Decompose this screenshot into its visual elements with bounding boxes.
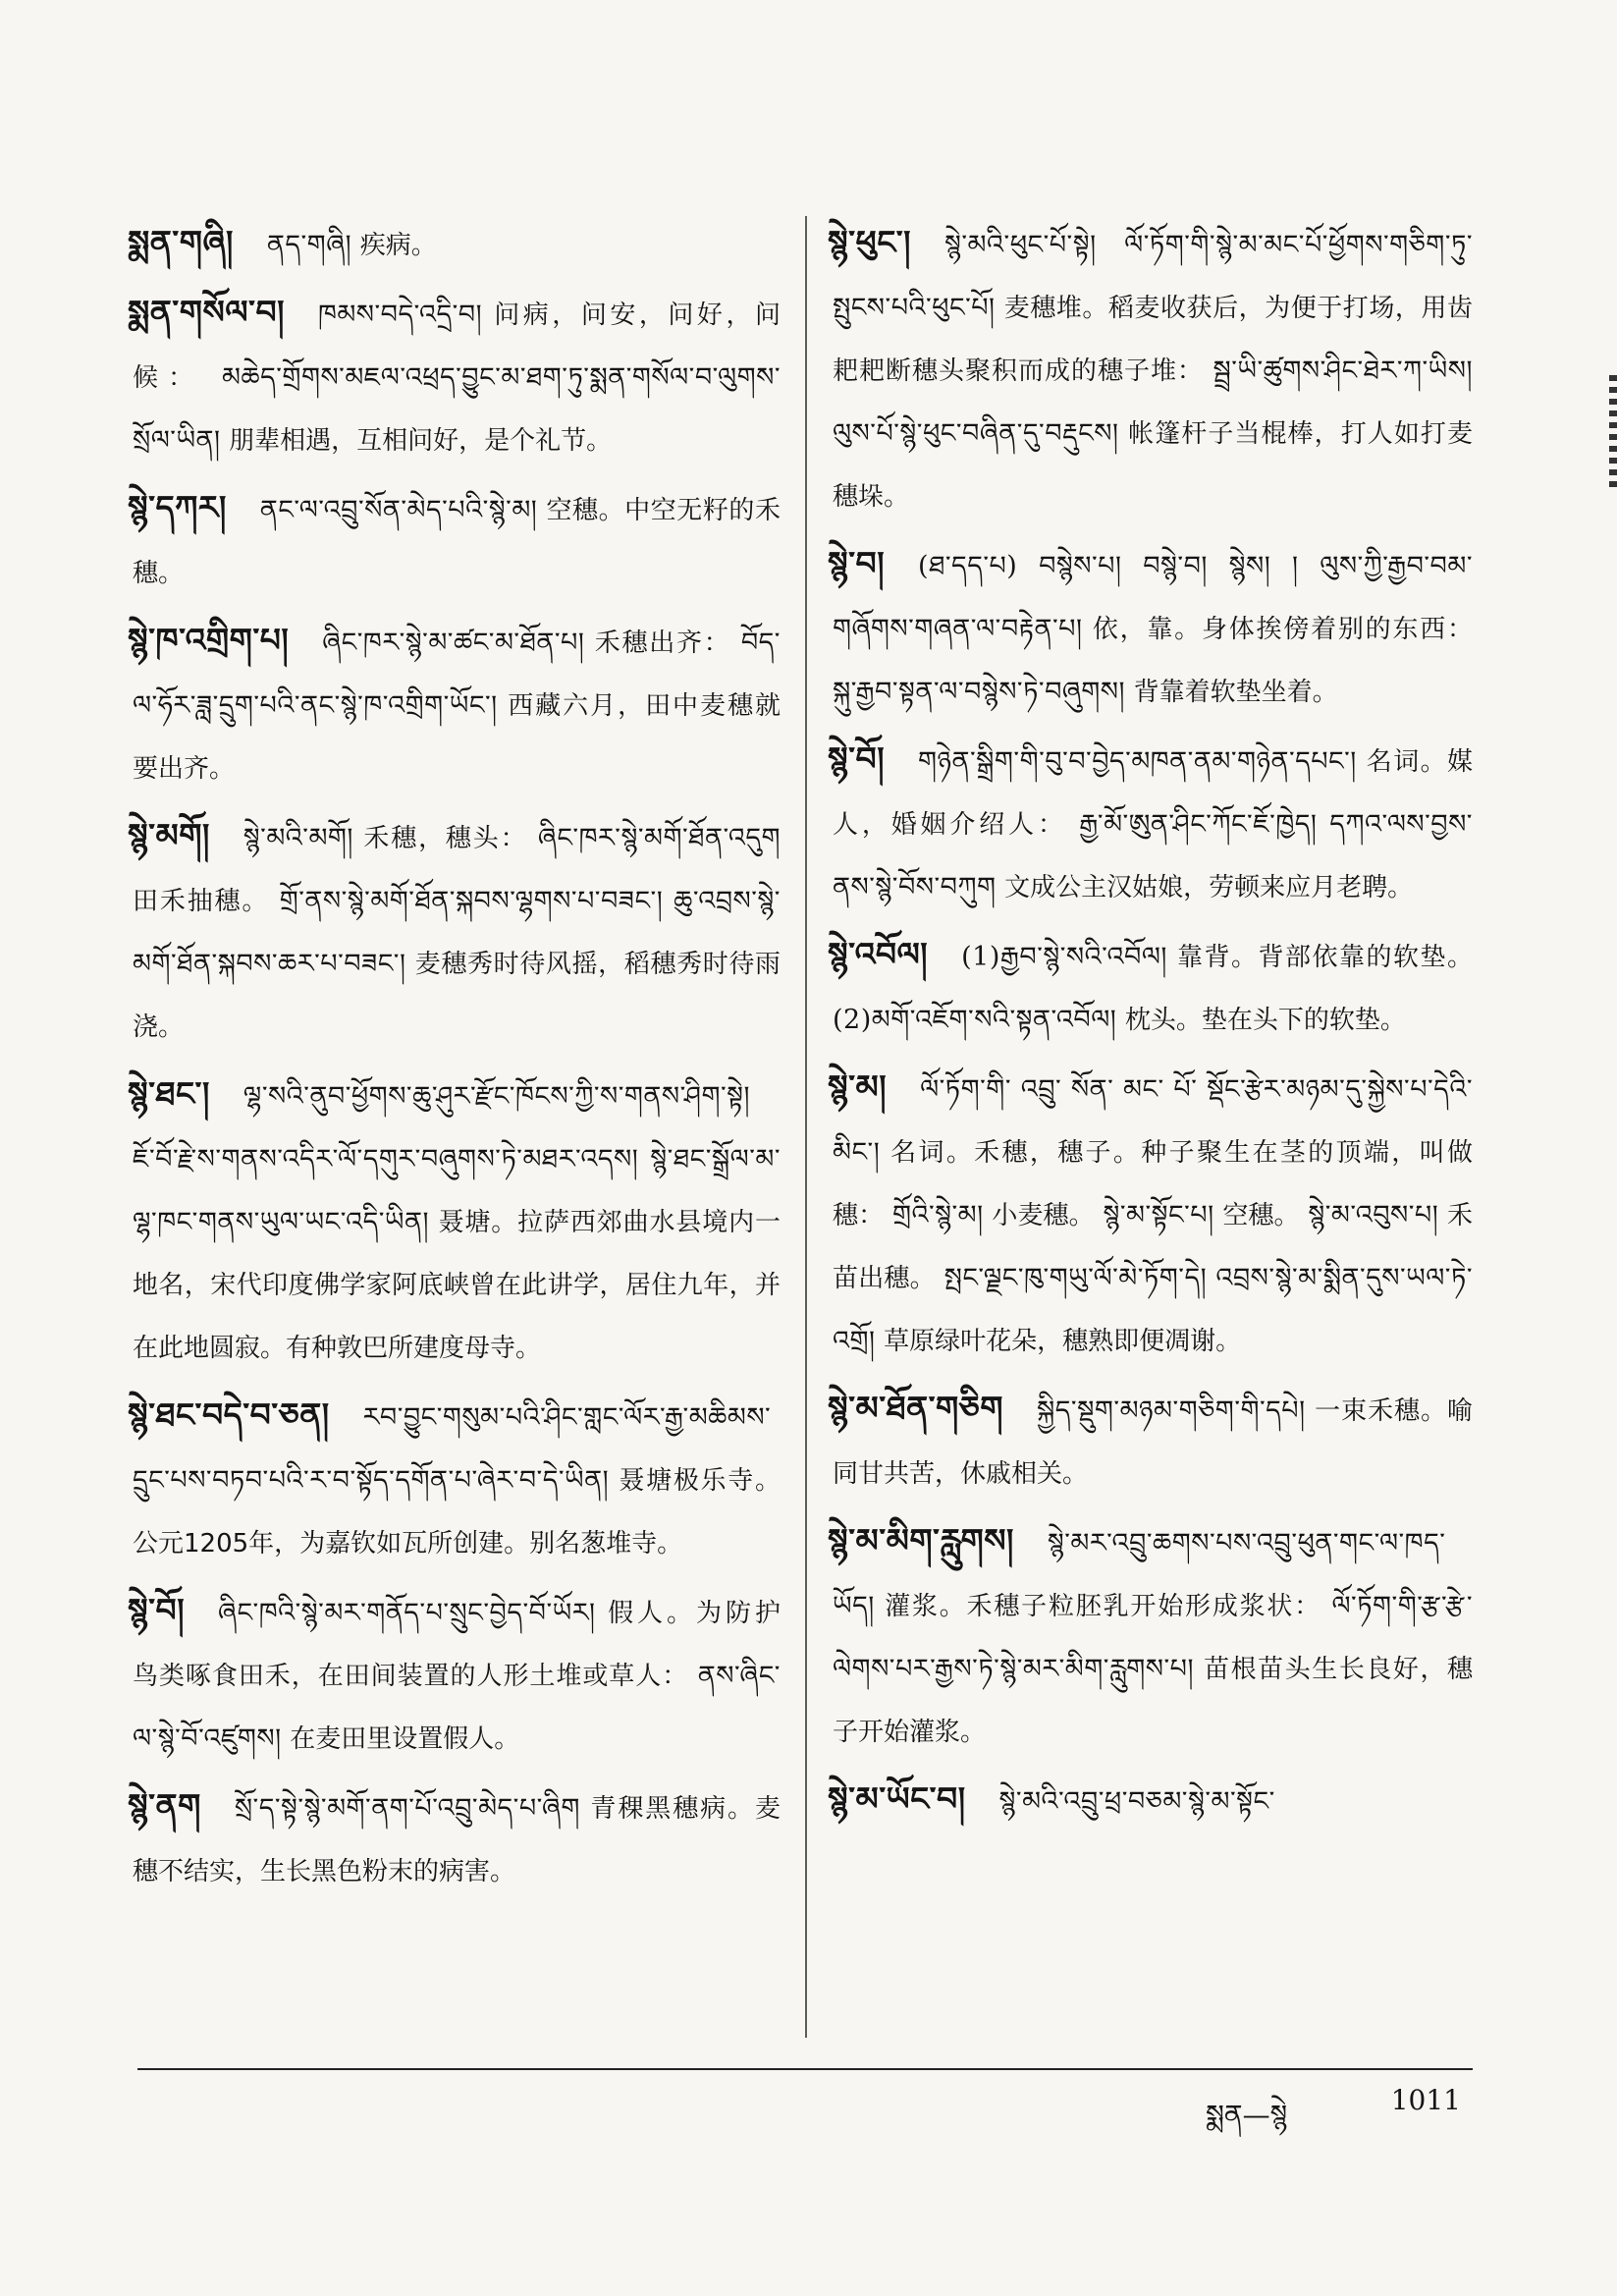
dictionary-entry bbox=[828, 1509, 1473, 1764]
entry-tibetan-definition: གཉེན་སྒྲིག་གི་བུ་བ་བྱེད་མཁན་ནམ་གཉེན་དཔང་། bbox=[918, 746, 1357, 777]
dictionary-entry bbox=[128, 281, 781, 472]
entry-chinese-gloss: 聂塘极乐寺。公元1205年，为嘉钦如瓦所创建。别名葱堆寺。 bbox=[133, 1466, 781, 1558]
entry-chinese-gloss: 在麦田里设置假人。 bbox=[290, 1724, 520, 1754]
entry-headword: སྨན་གཞི། bbox=[128, 223, 234, 261]
entry-tibetan-definition: སྤང་ལྗང་ཁུ་གཡུ་ལོ་མེ་ཏོག་དེ། འབྲས་སྙེ་མ་སྨིན་དུས་ཡལ་ཏེ་འགྲོ། bbox=[833, 1263, 1473, 1356]
dictionary-entry bbox=[128, 476, 781, 605]
dictionary-entry bbox=[128, 1775, 781, 1903]
left-column bbox=[128, 211, 781, 1907]
entry-tibetan-definition: (ཐ་དད་པ) བསྙེས་པ། བསྙེ་བ། སྙེས། ། ལུས་ཀྱི་རྒྱབ་བམ་གཞོགས་གཞན་ལ་བརྟེན་པ། bbox=[833, 551, 1473, 644]
right-column bbox=[828, 211, 1473, 1837]
dictionary-entry bbox=[128, 804, 781, 1059]
entry-tibetan-definition: ལོ་ཏོག་གི་ འབྲུ་ སོན་ མང་ པོ་ སྡོང་རྩེར་མཉམ་དུ་སྐྱེས་པ་དེའི་མིང་། bbox=[833, 1074, 1473, 1168]
dictionary-entry bbox=[828, 211, 1473, 528]
entry-chinese-gloss: 西藏六月，田中麦穗就要出齐。 bbox=[133, 691, 781, 784]
entry-headword: སྙེ་མ་མིག་རླུགས། bbox=[828, 1521, 1014, 1559]
entry-tibetan-definition: (1)རྒྱབ་སྙེ་སའི་འབོལ། bbox=[961, 942, 1167, 972]
entry-chinese-gloss: 靠背。背部依靠的软垫。 bbox=[1176, 943, 1473, 972]
entry-chinese-gloss: 禾穗出齐： bbox=[594, 629, 731, 658]
entry-tibetan-definition: གྲོའི་སྙེ་མ། bbox=[891, 1200, 984, 1230]
entry-headword: སྨན་གསོལ་བ། bbox=[128, 293, 285, 331]
entry-tibetan-definition: ལྷ་སའི་ནུབ་ཕྱོགས་ཆུ་ཤུར་རྫོང་ཁོངས་ཀྱི་ས་གནས་ཤིག་སྟེ། ཇོ་བོ་རྗེ་ས་གནས་འདིར་ལོ་དགུར་བཞུགས་ཏེ་མཐར་འདས། སྙེ་ཐང་སྒྲོལ་མ་ལྷ་ཁང་གནས་ཡུལ་ཡང་འདི་ཡིན། bbox=[133, 1081, 781, 1237]
entry-chinese-gloss: 疾病。 bbox=[359, 231, 437, 260]
entry-tibetan-definition: སྙེ་མ་སྟོང་པ། bbox=[1103, 1200, 1214, 1230]
entry-headword: སྙེ་ཕུང་། bbox=[828, 223, 912, 261]
entry-tibetan-definition: ནས་ཞིང་ལ་སྙེ་བོ་འཛུགས། bbox=[133, 1661, 781, 1754]
entry-tibetan-definition: སྙེ་མའི་འབྲུ་ཕྲ་བཅམ་སྙེ་མ་སྟོང་ bbox=[998, 1786, 1275, 1817]
entry-headword: སྙེ་ཐང་། bbox=[128, 1074, 210, 1113]
entry-chinese-gloss: 背靠着软垫坐着。 bbox=[1133, 678, 1338, 707]
entry-tibetan-definition: ནང་ལ་འབྲུ་སོན་མེད་པའི་སྙེ་མ། bbox=[259, 495, 538, 525]
dictionary-entry bbox=[828, 532, 1473, 724]
entry-tibetan-definition: རྒྱ་མོ་ཨུན་ཤིང་ཀོང་ཇོ་ཁྱེད། དཀའ་ལས་བྱས་ནས་སྙེ་བོས་བཀུག bbox=[833, 809, 1473, 902]
entry-tibetan-definition: ཞིང་ཁར་སྙེ་མགོ་ཐོན་འདུག bbox=[537, 823, 781, 853]
dictionary-entry bbox=[828, 728, 1473, 919]
entry-chinese-gloss: 假人。为防护鸟类啄食田禾，在田间装置的人形土堆或草人： bbox=[133, 1599, 781, 1691]
entry-tibetan-definition: ཁམས་བདེ་འདྲི་བ། bbox=[317, 300, 483, 330]
entry-chinese-gloss: 聂塘。拉萨西郊曲水县境内一地名，宋代印度佛学家阿底峡曾在此讲学，居住九年，并在此地圆寂。有种敦巴所建度母寺。 bbox=[133, 1208, 781, 1363]
entry-tibetan-definition: བོད་ལ་ཧོར་ཟླ་དྲུག་པའི་ནང་སྙེ་ཁ་འགྲིག་ཡོང་། bbox=[133, 628, 781, 721]
entry-chinese-gloss: 空穗。中空无籽的禾穗。 bbox=[133, 496, 781, 588]
entry-chinese-gloss: 空穗。 bbox=[1222, 1201, 1300, 1230]
entry-tibetan-definition: ནད་གཞི། bbox=[266, 230, 352, 260]
entry-tibetan-definition: ཞིང་ཁའི་སྙེ་མར་གནོད་པ་སྲུང་བྱེད་བོ་ཡོར། bbox=[218, 1598, 596, 1628]
entry-tibetan-definition: སྐུ་རྒྱབ་སྟན་ལ་བསྙེས་ཏེ་བཞུགས། bbox=[833, 677, 1126, 707]
entry-chinese-gloss: 禾苗出穗。 bbox=[833, 1201, 1473, 1293]
entry-tibetan-definition: (2)མགོ་འཇོག་སའི་སྟན་འབོལ། bbox=[833, 1005, 1117, 1035]
entry-headword: སྙེ་མ། bbox=[828, 1067, 888, 1106]
entry-chinese-gloss: 草原绿叶花朵，穗熟即便凋谢。 bbox=[884, 1327, 1242, 1356]
entry-chinese-gloss: 名词。媒人，婚姻介绍人： bbox=[833, 747, 1473, 840]
page-footer bbox=[1206, 2084, 1461, 2161]
dictionary-entry bbox=[128, 609, 781, 800]
entry-chinese-gloss: 禾穗，穗头： bbox=[363, 824, 528, 853]
footer-rule bbox=[137, 2068, 1473, 2070]
entry-chinese-gloss: 依，靠。身体挨傍着别的东西： bbox=[1092, 615, 1473, 644]
entry-chinese-gloss: 名词。禾穗，穗子。种子聚生在茎的顶端，叫做穗： bbox=[833, 1138, 1473, 1230]
entry-headword: སྙེ་ཐང་བདེ་བ་ཅན། bbox=[128, 1395, 330, 1434]
entry-headword: སྙེ་བ། bbox=[828, 544, 886, 582]
entry-headword: སྙེ་འབོལ། bbox=[828, 935, 929, 973]
entry-tibetan-definition: སྲོ་ད་སྟེ་སྙེ་མགོ་ནག་པོ་འབྲུ་མེད་པ་ཞིག bbox=[234, 1793, 580, 1824]
entry-chinese-gloss: 田禾抽穗。 bbox=[133, 887, 270, 916]
dictionary-entry bbox=[828, 1377, 1473, 1505]
entry-tibetan-definition: སྙེ་མ་འབུས་པ། bbox=[1308, 1200, 1439, 1230]
entry-headword: སྙེ་བོ། bbox=[128, 1591, 186, 1629]
entry-headword: སྙེ་དཀར། bbox=[128, 488, 227, 526]
dictionary-entry bbox=[128, 1384, 781, 1575]
entry-headword: སྙེ་མ་ཡོང་བ། bbox=[828, 1779, 966, 1818]
scan-edge-mark bbox=[1609, 375, 1617, 493]
entry-headword: སྙེ་ཁ་འགྲིག་པ། bbox=[128, 621, 290, 659]
entry-tibetan-definition: རབ་བྱུང་གསུམ་པའི་ཤིང་གླང་ལོར་རྒྱ་མཆིམས་དྲུང་པས་བཏབ་པའི་ར་བ་སྟོད་དགོན་པ་ཞེར་བ་དེ་ཡིན། bbox=[133, 1402, 772, 1496]
entry-chinese-gloss: 麦穗秀时待风摇，稻穗秀时待雨浇。 bbox=[133, 950, 781, 1042]
entry-chinese-gloss: 苗根苗头生长良好，穗子开始灌浆。 bbox=[833, 1655, 1473, 1747]
entry-tibetan-definition: སྐྱིད་སྡུག་མཉམ་གཅིག་གི་དཔེ། bbox=[1036, 1395, 1306, 1426]
entry-tibetan-definition: སྦྲ་ཡི་ཚུགས་ཤིང་ཐེར་ཀ་ཡིས། ལུས་པོ་སྙེ་ཕུང་བཞིན་དུ་བརྡུངས། bbox=[833, 355, 1473, 449]
entry-chinese-gloss: 麦穗堆。稻麦收获后，为便于打场，用齿耙耙断穗头聚积而成的穗子堆： bbox=[833, 294, 1473, 386]
running-head: སྨན—སྙེ bbox=[1206, 2099, 1288, 2131]
dictionary-entry bbox=[828, 1768, 1473, 1833]
column-divider bbox=[805, 216, 807, 2038]
entry-tibetan-definition: སྙེ་མར་འབྲུ་ཆགས་པས་འབྲུ་ཕུན་གང་ལ་ཁད་ཡོད། bbox=[833, 1528, 1446, 1621]
entry-tibetan-definition: གྲོ་ནས་སྙེ་མགོ་ཐོན་སྐབས་ལྷགས་པ་བཟང་། ཆུ་འབྲས་སྙེ་མགོ་ཐོན་སྐབས་ཆར་པ་བཟང་། bbox=[133, 886, 781, 979]
entry-tibetan-definition: སྙེ་མའི་ཕུང་པོ་སྟེ། ལོ་ཏོག་གི་སྙེ་མ་མང་པོ་ཕྱོགས་གཅིག་ཏུ་སྤུངས་པའི་ཕུང་པོ། bbox=[833, 230, 1473, 323]
entry-chinese-gloss: 文成公主汉姑娘，劳顿来应月老聘。 bbox=[1004, 873, 1414, 902]
page-number: 1011 bbox=[1390, 2084, 1461, 2116]
dictionary-entry bbox=[128, 211, 781, 277]
entry-headword: སྙེ་ནག bbox=[128, 1786, 201, 1825]
entry-tibetan-definition: ཞིང་ཁར་སྙེ་མ་ཚང་མ་ཐོན་པ། bbox=[322, 628, 585, 658]
entry-chinese-gloss: 小麦穗。 bbox=[992, 1201, 1095, 1230]
entry-tibetan-definition: སྙེ་མའི་མགོ། bbox=[243, 823, 353, 853]
entry-tibetan-definition: མཆེད་གྲོགས་མཇལ་འཕྲད་བྱུང་མ་ཐག་ཏུ་སྨན་གསོལ་བ་ལུགས་སྲོལ་ཡིན། bbox=[133, 362, 781, 456]
dictionary-entry bbox=[128, 1579, 781, 1771]
entry-chinese-gloss: 朋辈相遇，互相问好，是个礼节。 bbox=[229, 426, 613, 456]
entry-chinese-gloss: 枕头。垫在头下的软垫。 bbox=[1124, 1006, 1406, 1035]
entry-headword: སྙེ་བོ། bbox=[828, 739, 886, 778]
entry-headword: སྙེ་མ་ཐོན་གཅིག bbox=[828, 1389, 1003, 1427]
entry-chinese-gloss: 灌浆。禾穗子粒胚乳开始形成浆状： bbox=[885, 1592, 1322, 1621]
entry-chinese-gloss: 一束禾穗。喻同甘共苦，休戚相关。 bbox=[833, 1396, 1473, 1489]
entry-chinese-gloss: 帐篷杆子当棍棒，打人如打麦穗垛。 bbox=[833, 419, 1473, 512]
dictionary-entry bbox=[828, 923, 1473, 1052]
entry-chinese-gloss: 青稞黑穗病。麦穗不结实，生长黑色粉末的病害。 bbox=[133, 1794, 781, 1886]
entry-tibetan-definition: ལོ་ཏོག་གི་རྩ་རྩེ་ལེགས་པར་རྒྱས་ཏེ་སྙེ་མར་མིག་རླུགས་པ། bbox=[833, 1591, 1473, 1684]
entry-chinese-gloss: 问病，问安，问好，问候： bbox=[133, 301, 781, 393]
entry-headword: སྙེ་མགོ། bbox=[128, 816, 210, 854]
dictionary-entry bbox=[128, 1063, 781, 1380]
dictionary-entry bbox=[828, 1056, 1473, 1373]
